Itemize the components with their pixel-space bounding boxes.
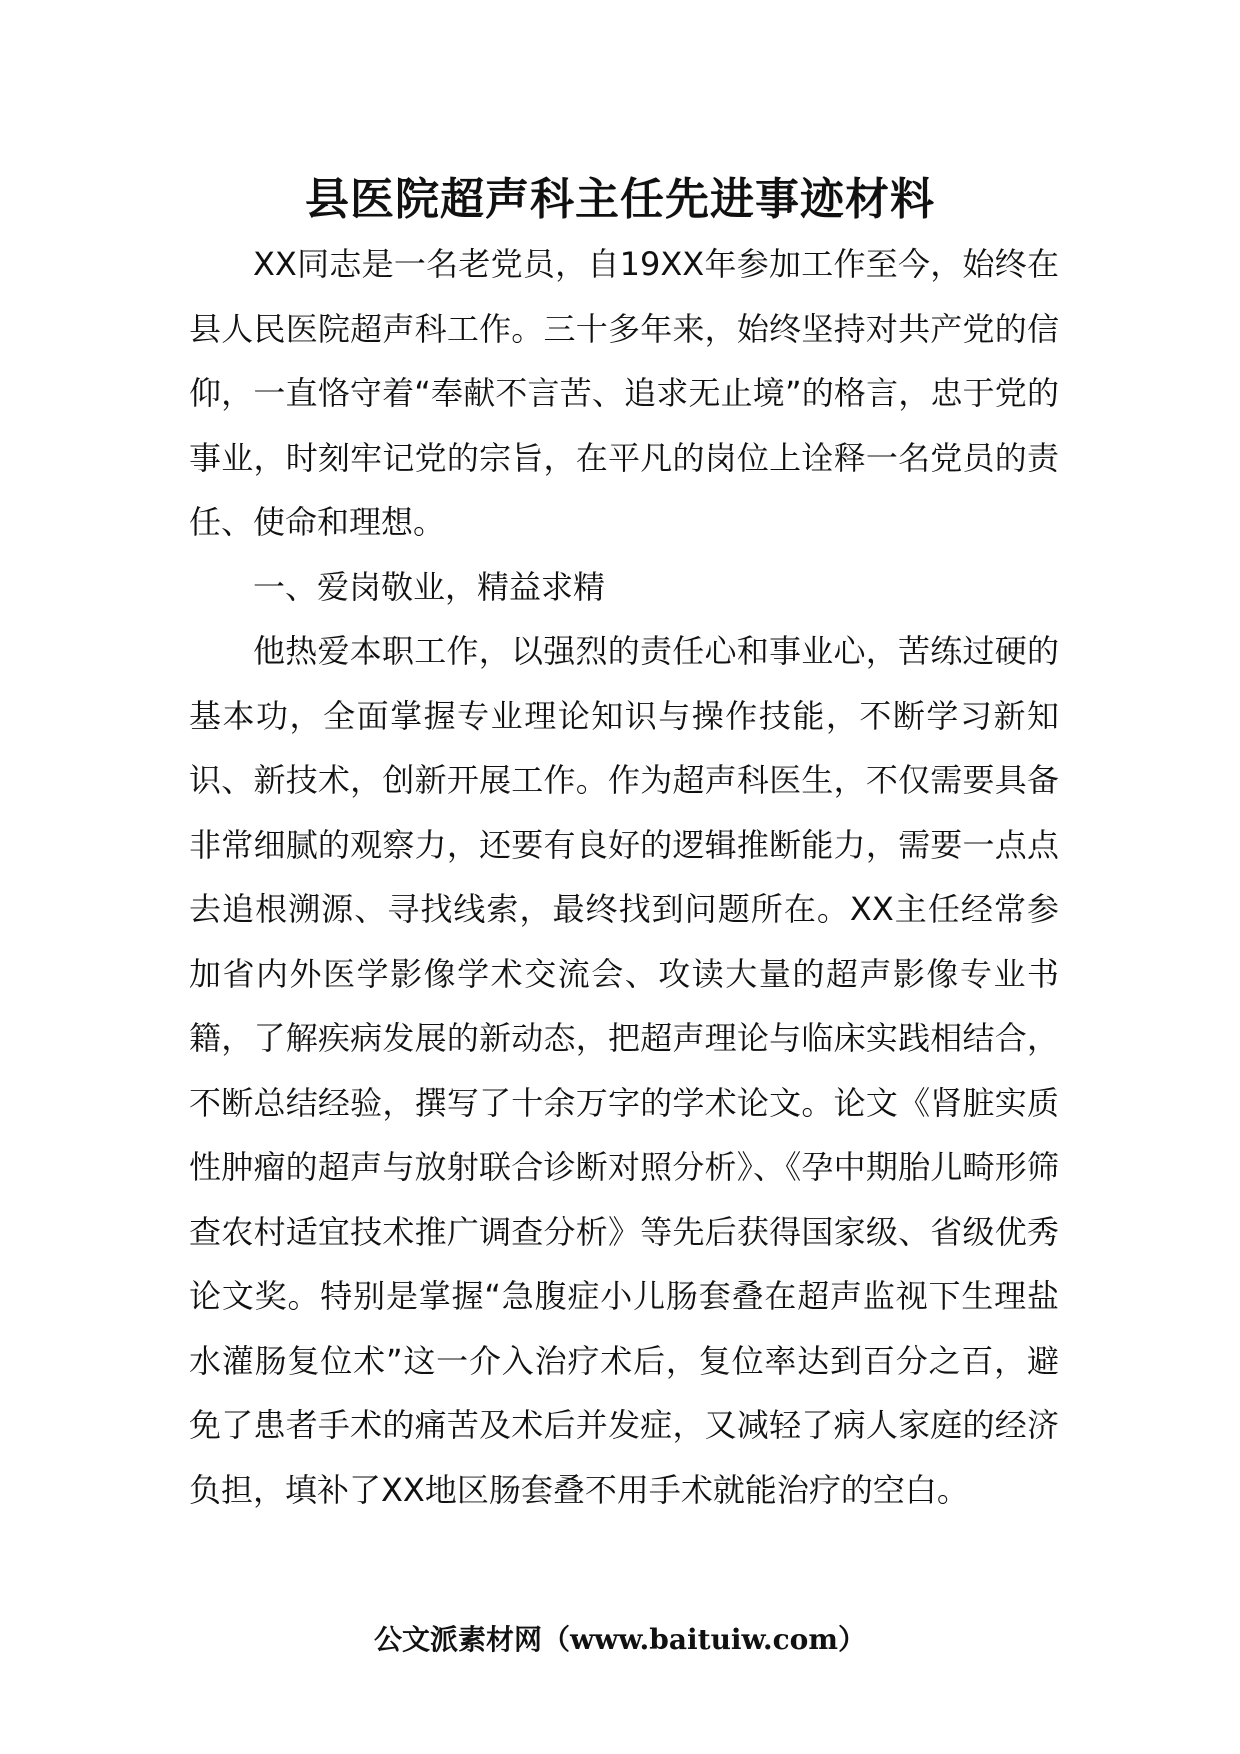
intro-paragraph: XX同志是一名老党员，自19XX年参加工作至今，始终在县人民医院超声科工作。三十多年来，始终坚持对共产党的信仰，一直恪守着“奉献不言苦、追求无止境”的格言，忠于党的事业，时刻牢记党的宗旨，在平凡的岗位上诠释一名党员的责任、使命和理想。	[189, 245, 1059, 541]
section-heading: 一、爱岗敬业，精益求精	[253, 567, 606, 606]
document-title: 县医院超声科主任先进事迹材料	[305, 174, 935, 225]
source-footer: 公文派素材网（www.baituiw.com）	[374, 1623, 866, 1656]
document-body	[189, 232, 1059, 1522]
body-paragraph: 他热爱本职工作，以强烈的责任心和事业心，苦练过硬的基本功，全面掌握专业理论知识与操作技能，不断学习新知识、新技术，创新开展工作。作为超声科医生，不仅需要具备非常细腻的观察力，还要有良好的逻辑推断能力，需要一点点去追根溯源、寻找线索，最终找到问题所在。XX主任经常参加省内外医学影像学术交流会、攻读大量的超声影像专业书籍，了解疾病发展的新动态，把超声理论与临床实践相结合，不断总结经验，撰写了十余万字的学术论文。论文《肾脏实质性肿瘤的超声与放射联合诊断对照分析》、《孕中期胎儿畸形筛查农村适宜技术推广调查分析》等先后获得国家级、省级优秀论文奖。特别是掌握“急腹症小儿肠套叠在超声监视下生理盐水灌肠复位术”这一介入治疗术后，复位率达到百分之百，避免了患者手术的痛苦及术后并发症，又减轻了病人家庭的经济负担，填补了XX地区肠套叠不用手术就能治疗的空白。	[189, 632, 1059, 1509]
